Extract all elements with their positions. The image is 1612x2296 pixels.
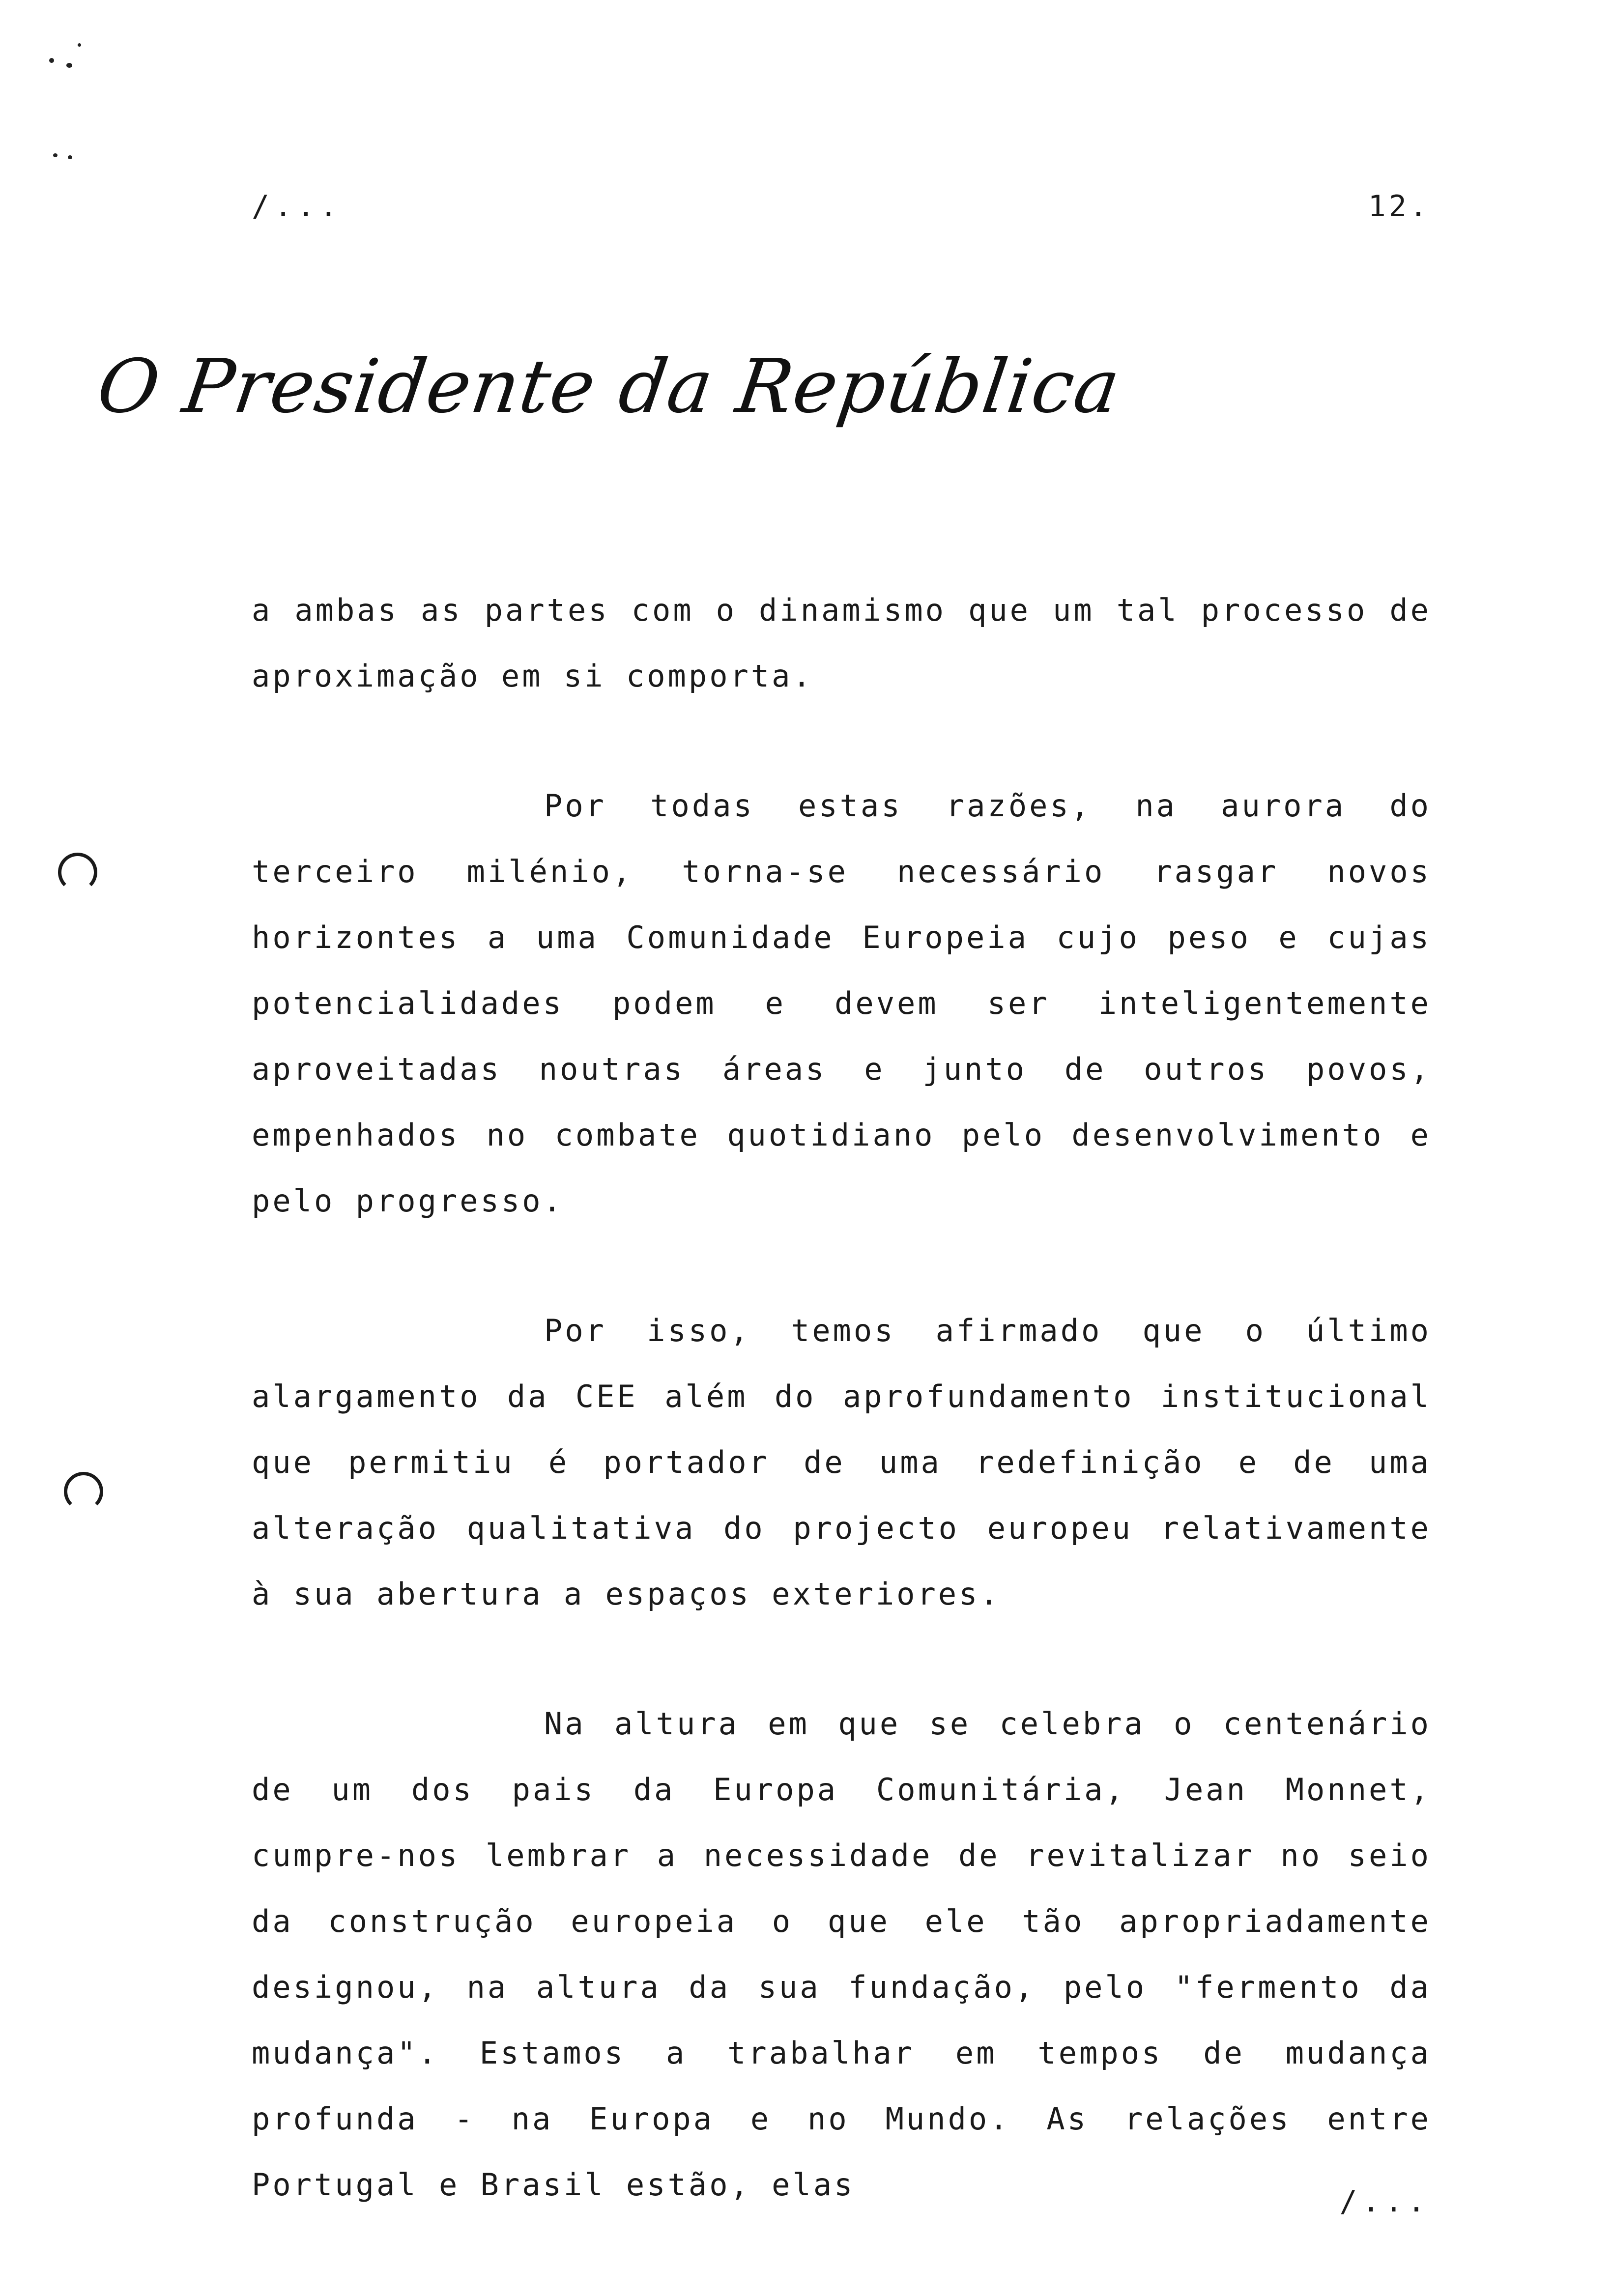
body-text bbox=[252, 577, 1431, 2282]
continues-mark: /... bbox=[1339, 2184, 1430, 2219]
paragraph: Por todas estas razões, na aurora do terceiro milénio, torna-se necessário rasgar novos horizontes a uma Comunidade Europeia cujo peso e cujas potencialidades podem e devem ser inteligentemente aproveitadas noutras áreas e junto de outros povos, empenhados no combate quotidiano pelo desenvolvimento e pelo progresso. bbox=[252, 788, 1431, 1219]
scan-speck bbox=[53, 153, 58, 157]
scan-speck bbox=[49, 58, 54, 63]
punch-hole bbox=[58, 853, 97, 892]
paragraph: Na altura em que se celebra o centenário de um dos pais da Europa Comunitária, Jean Monnet, cumpre-nos lembrar a necessidade de revitalizar no seio da construção europeia o que ele tão apropriadamente designou, na altura da sua fundação, pelo "fermento da mudança". Estamos a trabalhar em tempos de mudança profunda - na Europa e no Mundo. As relações entre Portugal e Brasil estão, elas bbox=[252, 1706, 1431, 2203]
paragraph: a ambas as partes com o dinamismo que um tal processo de aproximação em si comporta. bbox=[252, 592, 1431, 694]
letterhead-title: O Presidente da República bbox=[92, 344, 1126, 430]
scan-speck bbox=[78, 43, 81, 47]
continued-mark: /... bbox=[252, 189, 343, 224]
paragraph: Por isso, temos afirmado que o último alargamento da CEE além do aprofundamento institucional que permitiu é portador de uma redefinição e de uma alteração qualitativa do projecto europeu relativamente à sua abertura a espaços exteriores. bbox=[252, 1313, 1431, 1612]
punch-hole bbox=[64, 1472, 103, 1511]
scan-speck bbox=[68, 155, 72, 159]
page-number: 12. bbox=[1368, 189, 1430, 224]
scan-speck bbox=[66, 63, 72, 68]
